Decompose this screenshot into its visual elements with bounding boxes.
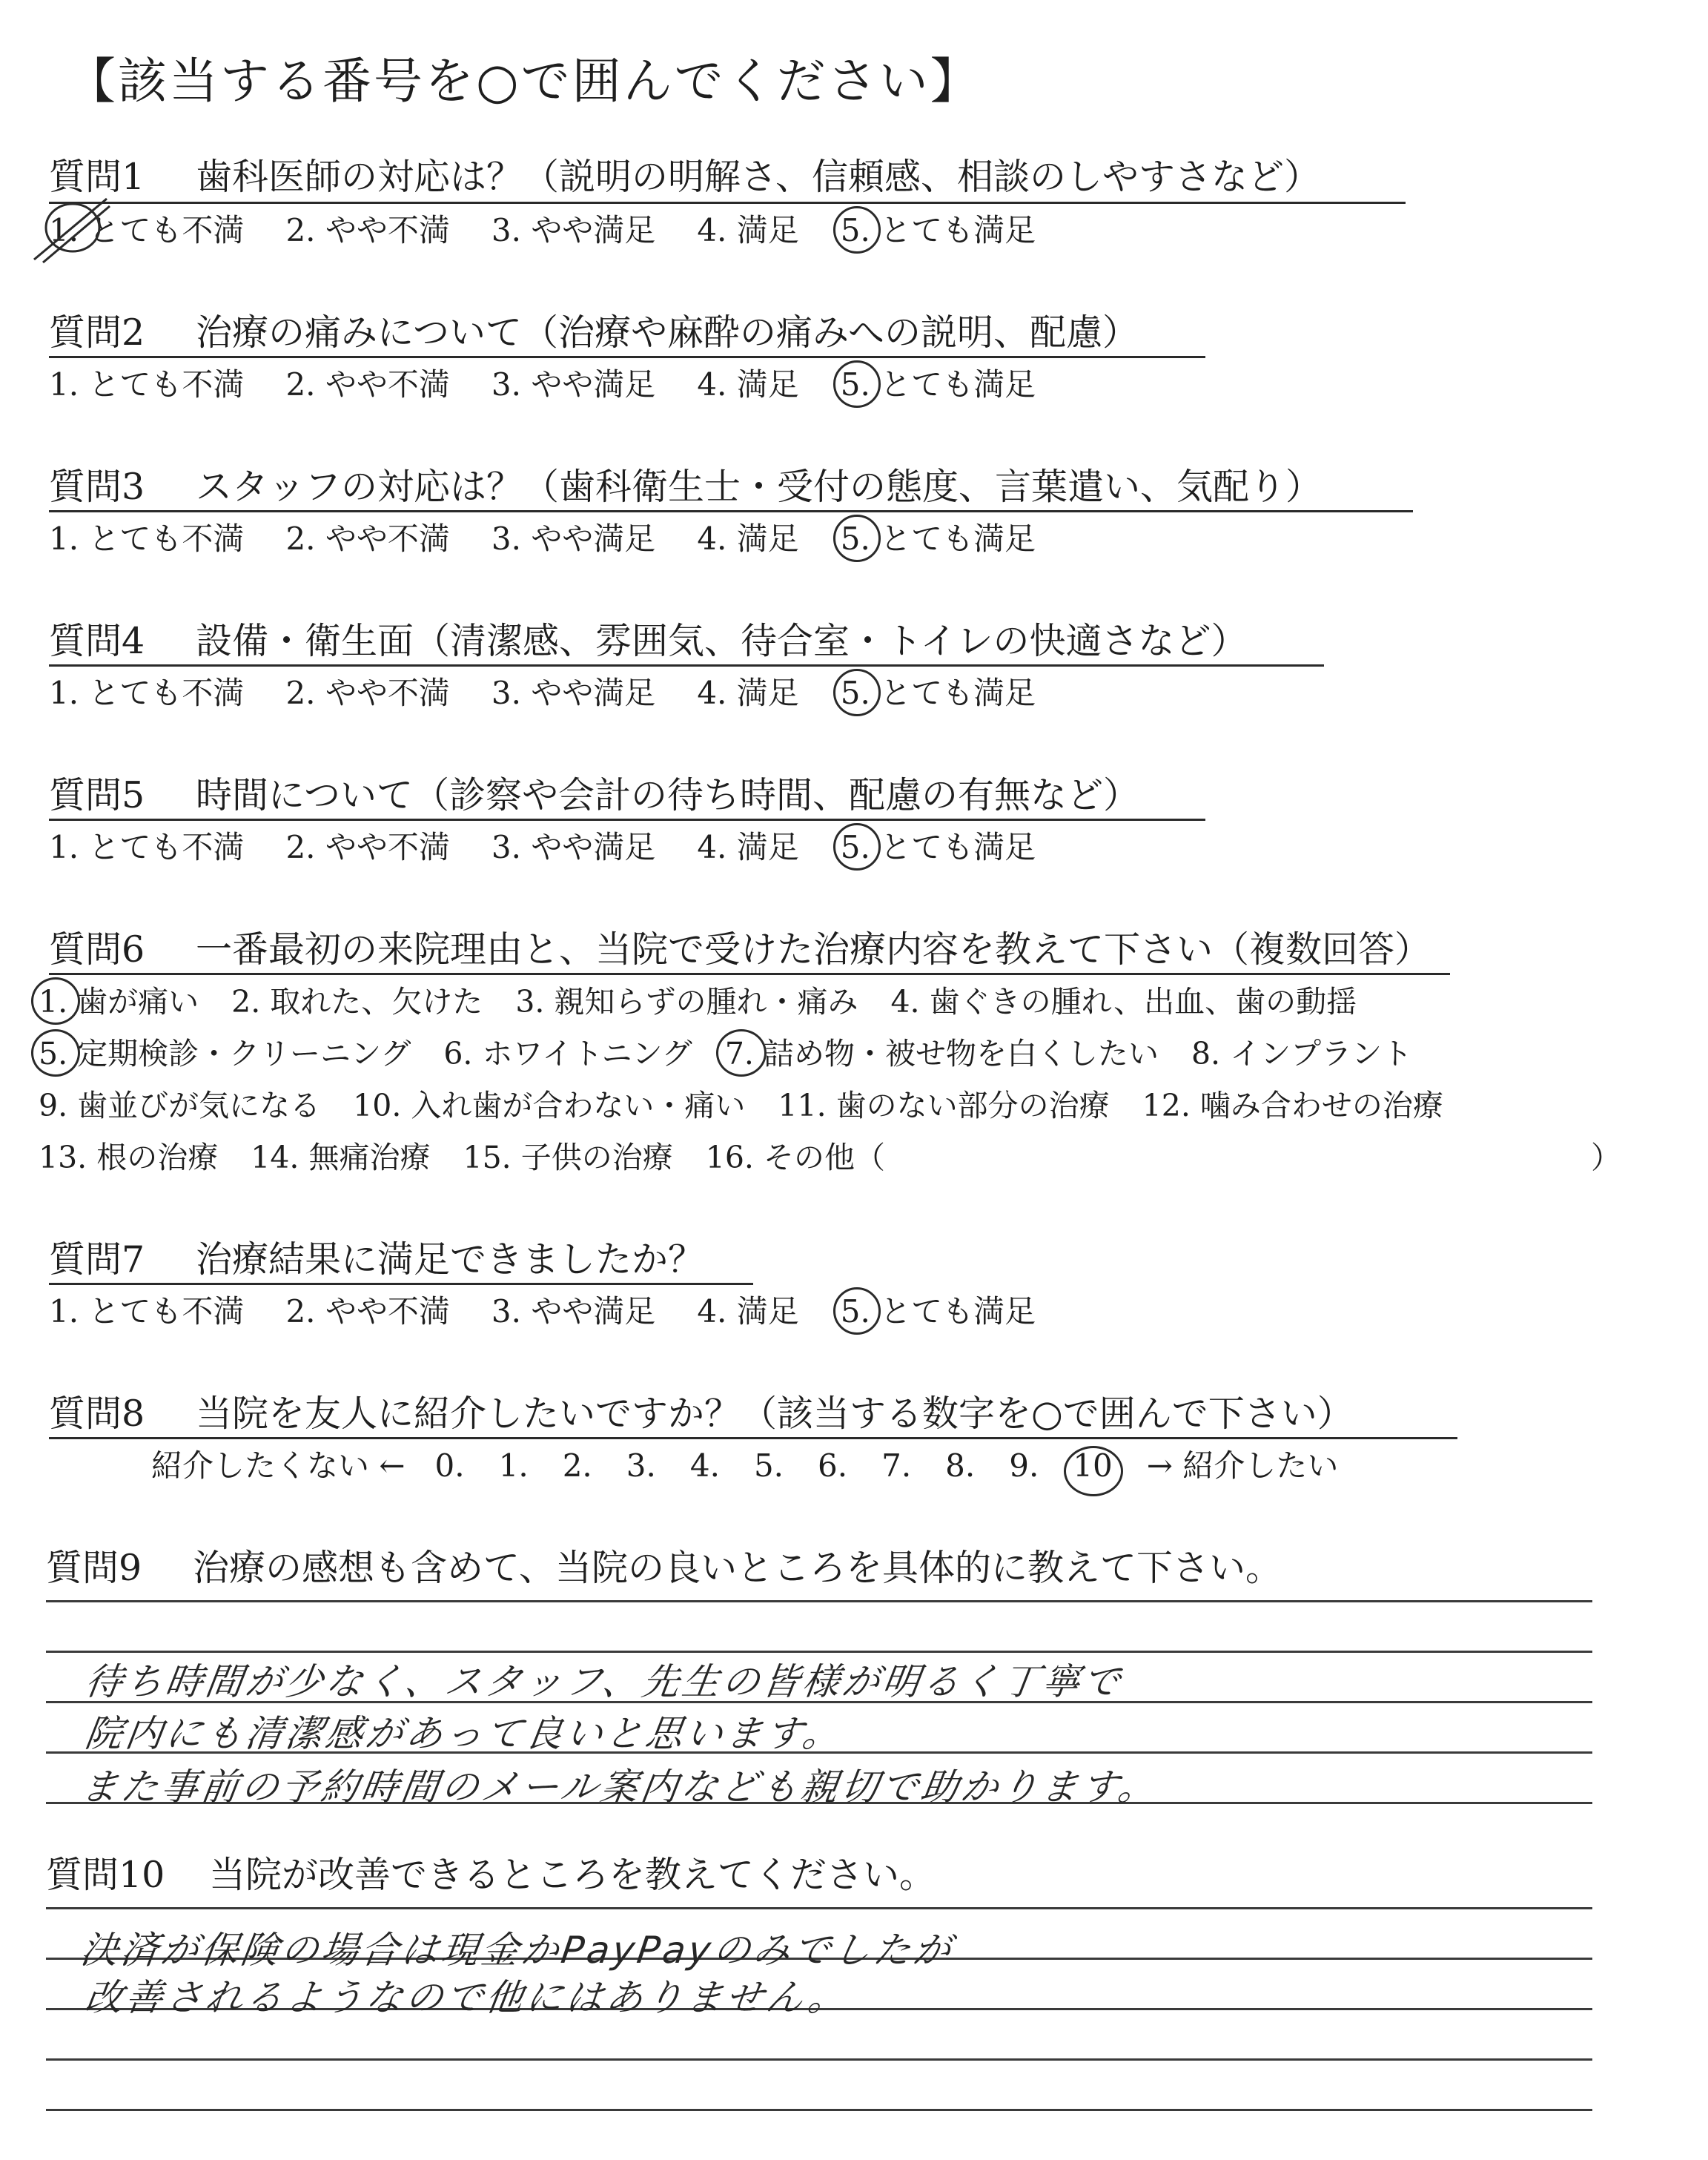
option-5[interactable]: 5. とても満足 <box>841 669 1036 713</box>
option-2[interactable]: 2. やや不満 <box>285 1293 450 1330</box>
scale-3[interactable]: 3. <box>626 1447 656 1484</box>
answer-line <box>46 1907 1592 1909</box>
option-1[interactable]: 1. とても不満 <box>49 1293 245 1330</box>
option-5[interactable]: 5. とても満足 <box>841 206 1036 251</box>
selection-circle <box>833 669 881 716</box>
scale-left-label: 紹介したくない ← <box>151 1447 406 1484</box>
recommend-scale <box>151 1441 1338 1486</box>
question-7: 質問7 治療結果に満足できましたか？ <box>49 1238 705 1281</box>
treatment-option-2[interactable]: 2. 取れた、欠けた <box>231 984 483 1020</box>
option-4[interactable]: 4. 満足 <box>697 1293 799 1330</box>
handwritten-answer-line: 改善されるようなので他にはありません。 <box>82 1976 852 2019</box>
selection-circle <box>31 977 80 1025</box>
answer-row-1 <box>49 206 1077 251</box>
option-4[interactable]: 4. 満足 <box>697 366 799 403</box>
question-text: 歯科医師の対応は？（説明の明解さ、信頼感、相談のしやすさなど） <box>196 156 1321 198</box>
scale-5[interactable]: 5. <box>753 1447 784 1484</box>
answer-row-3 <box>49 515 1077 559</box>
answer-row-4 <box>49 669 1077 713</box>
scale-7[interactable]: 7. <box>881 1447 912 1484</box>
option-2[interactable]: 2. やや不満 <box>285 366 450 403</box>
option-2[interactable]: 2. やや不満 <box>285 521 450 557</box>
answer-line <box>46 2058 1592 2061</box>
option-5[interactable]: 5. とても満足 <box>841 515 1036 559</box>
option-2[interactable]: 2. やや不満 <box>285 212 450 248</box>
scale-10[interactable]: 10 <box>1073 1447 1112 1484</box>
treatment-row-3 <box>39 1081 1443 1125</box>
answer-row-5 <box>49 823 1077 868</box>
handwritten-answer-line: また事前の予約時間のメール案内なども親切で助かります。 <box>78 1766 1162 1809</box>
scale-0[interactable]: 0. <box>434 1447 465 1484</box>
option-3[interactable]: 3. やや満足 <box>491 675 656 711</box>
question-8: 質問8 当院を友人に紹介したいですか？（該当する数字を○で囲んで下さい） <box>49 1393 1354 1435</box>
treatment-option-11[interactable]: 11. 歯のない部分の治療 <box>778 1088 1110 1123</box>
underline <box>49 973 1450 975</box>
underline <box>49 202 1406 204</box>
treatment-row-2 <box>39 1029 1412 1073</box>
treatment-option-8[interactable]: 8. インプラント <box>1191 1036 1413 1071</box>
question-1 <box>49 148 1320 200</box>
handwritten-answer-line: 待ち時間が少なく、スタッフ、先生の皆様が明るく丁寧で <box>82 1660 1126 1703</box>
selection-circle <box>833 360 881 408</box>
page-title: 【該当する番号を○で囲んでください】 <box>67 53 982 110</box>
treatment-option-1[interactable]: 1. 歯が痛い <box>39 977 199 1021</box>
option-4[interactable]: 4. 満足 <box>697 212 799 248</box>
treatment-option-6[interactable]: 6. ホワイトニング <box>443 1036 692 1071</box>
answer-row-2 <box>49 360 1077 405</box>
scale-2[interactable]: 2. <box>562 1447 592 1484</box>
question-3: 質問3 スタッフの対応は？（歯科衛生士・受付の態度、言葉遣い、気配り） <box>49 466 1323 508</box>
selection-circle <box>716 1029 767 1077</box>
scale-4[interactable]: 4. <box>689 1447 720 1484</box>
treatment-option-5[interactable]: 5. 定期検診・クリーニング <box>39 1029 411 1073</box>
underline <box>49 664 1324 667</box>
treatment-option-16[interactable]: 16. その他（ <box>705 1140 885 1175</box>
option-3[interactable]: 3. やや満足 <box>491 1293 656 1330</box>
underline <box>49 1283 753 1285</box>
treatment-option-9[interactable]: 9. 歯並びが気になる <box>39 1088 321 1123</box>
option-3[interactable]: 3. やや満足 <box>491 521 656 557</box>
option-4[interactable]: 4. 満足 <box>697 829 799 865</box>
underline <box>49 356 1205 358</box>
selection-circle <box>833 823 881 871</box>
underline <box>49 510 1413 512</box>
option-1[interactable]: 1. とても不満 <box>49 675 245 711</box>
scale-6[interactable]: 6. <box>818 1447 848 1484</box>
option-4[interactable]: 4. 満足 <box>697 675 799 711</box>
question-5: 質問5 時間について（診察や会計の待ち時間、配慮の有無など） <box>49 774 1140 816</box>
option-3[interactable]: 3. やや満足 <box>491 829 656 865</box>
underline <box>49 1437 1457 1439</box>
handwritten-answer-line: 決済が保険の場合は現金かPayPayのみでしたが <box>78 1929 957 1972</box>
option-5[interactable]: 5. とても満足 <box>841 823 1036 868</box>
selection-circle <box>833 1287 881 1335</box>
answer-row-7 <box>49 1287 1077 1332</box>
selection-circle <box>31 1029 80 1077</box>
option-3[interactable]: 3. やや満足 <box>491 212 656 248</box>
treatment-option-10[interactable]: 10. 入れ歯が合わない・痛い <box>353 1088 746 1123</box>
treatment-option-13[interactable]: 13. 根の治療 <box>39 1140 219 1175</box>
selection-circle <box>1064 1446 1123 1496</box>
option-5[interactable]: 5. とても満足 <box>841 1287 1036 1332</box>
treatment-option-3[interactable]: 3. 親知らずの腫れ・痛み <box>515 984 858 1020</box>
option-2[interactable]: 2. やや不満 <box>285 829 450 865</box>
answer-line <box>46 2109 1592 2111</box>
question-4: 質問4 設備・衛生面（清潔感、雰囲気、待合室・トイレの快適さなど） <box>49 620 1248 662</box>
scale-9[interactable]: 9. <box>1009 1447 1039 1484</box>
treatment-option-4[interactable]: 4. 歯ぐきの腫れ、出血、歯の動揺 <box>890 984 1357 1020</box>
scale-1[interactable]: 1. <box>498 1447 529 1484</box>
scale-right-label: → 紹介したい <box>1146 1447 1339 1484</box>
selection-circle <box>833 515 881 562</box>
treatment-option-12[interactable]: 12. 噛み合わせの治療 <box>1142 1088 1443 1123</box>
treatment-row-4 <box>39 1133 885 1177</box>
question-10: 質問10 当院が改善できるところを教えてください。 <box>46 1854 936 1896</box>
scale-8[interactable]: 8. <box>945 1447 976 1484</box>
underline <box>49 819 1205 821</box>
option-1[interactable]: 1. とても不満 <box>49 521 245 557</box>
option-4[interactable]: 4. 満足 <box>697 521 799 557</box>
cross-out-mark-icon <box>27 194 116 268</box>
question-9: 質問9 治療の感想も含めて、当院の良いところを具体的に教えて下さい。 <box>46 1547 1282 1589</box>
handwritten-answer-line: 院内にも清潔感があって良いと思います。 <box>82 1712 847 1755</box>
question-6: 質問6 一番最初の来院理由と、当院で受けた治療内容を教えて下さい（複数回答） <box>49 928 1431 971</box>
question-number: 質問1 <box>49 156 145 198</box>
option-1[interactable]: 1. とても不満 <box>49 366 245 403</box>
option-2[interactable]: 2. やや不満 <box>285 675 450 711</box>
question-2: 質問2 治療の痛みについて（治療や麻酔の痛みへの説明、配慮） <box>49 311 1139 354</box>
treatment-option-7[interactable]: 7. 詰め物・被せ物を白くしたい <box>725 1029 1159 1073</box>
option-1[interactable]: 1. とても不満 <box>49 212 245 248</box>
option-5[interactable]: 5. とても満足 <box>841 360 1036 405</box>
selection-circle <box>833 206 881 254</box>
answer-line <box>46 1600 1592 1602</box>
treatment-row-1 <box>39 977 1357 1021</box>
treatment-option-15[interactable]: 15. 子供の治療 <box>463 1140 673 1175</box>
other-close-paren: ） <box>1591 1140 1621 1175</box>
treatment-option-14[interactable]: 14. 無痛治療 <box>251 1140 431 1175</box>
option-1[interactable]: 1. とても不満 <box>49 829 245 865</box>
option-3[interactable]: 3. やや満足 <box>491 366 656 403</box>
